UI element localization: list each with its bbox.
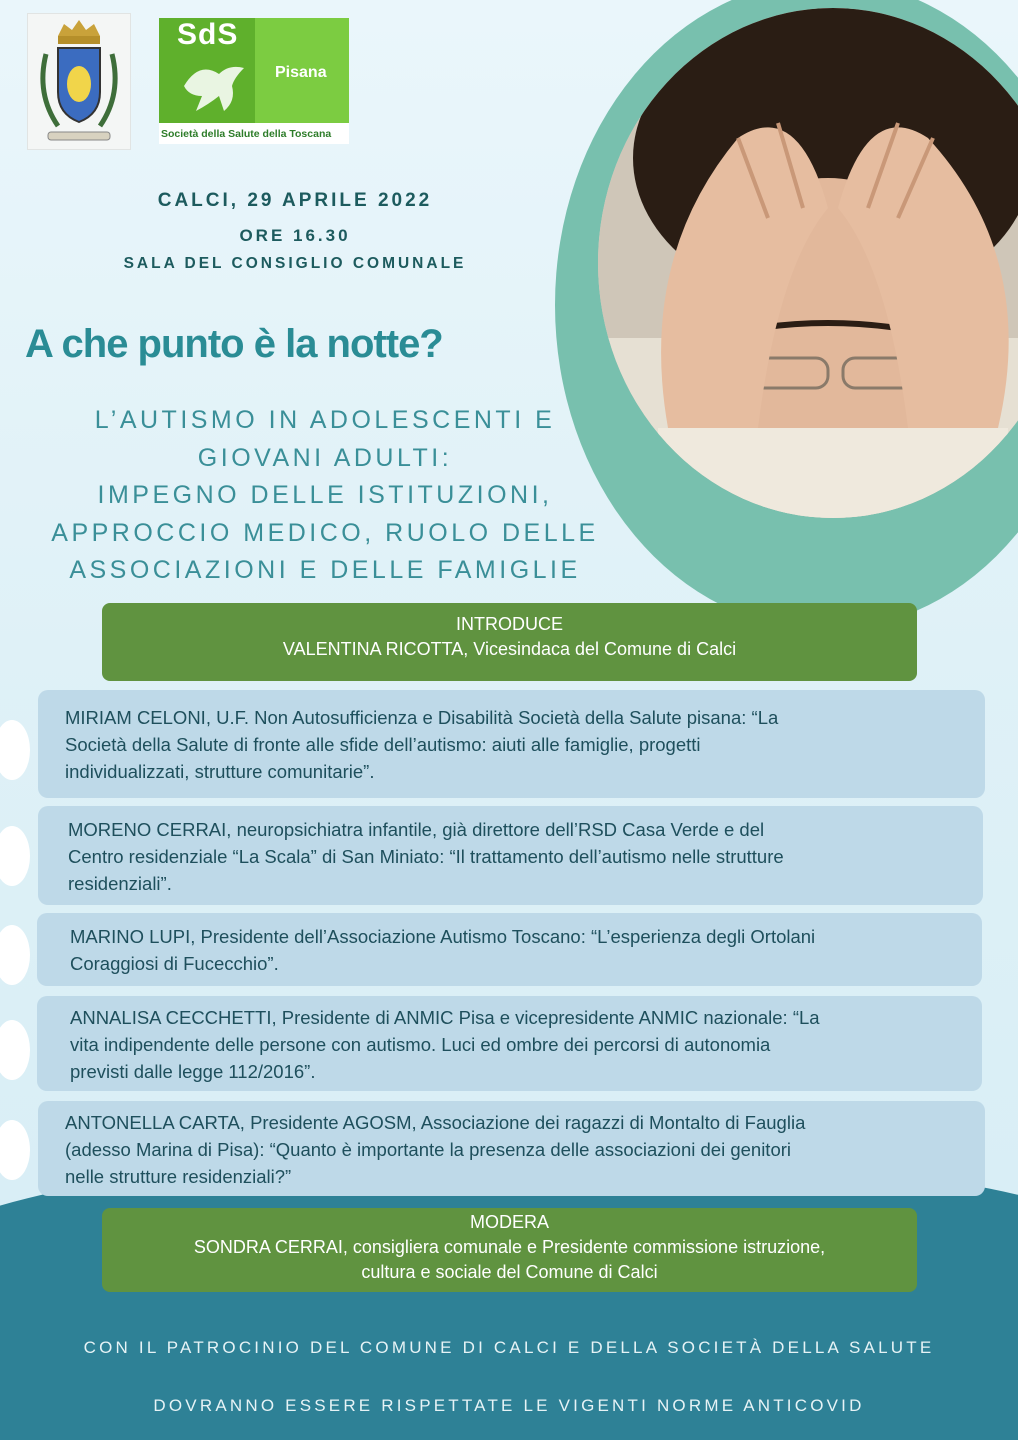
decorative-bubble bbox=[0, 925, 30, 985]
speaker-line: ANTONELLA CARTA, Presidente AGOSM, Associazione dei ragazzi di Montalto di Fauglia bbox=[65, 1112, 806, 1133]
introduce-heading: INTRODUCE bbox=[456, 614, 563, 634]
speaker-line: Società della Salute di fronte alle sfide dell’autismo: aiuti alle famiglie, progetti bbox=[65, 734, 701, 755]
subtitle-line: APPROCCIO MEDICO, RUOLO DELLE bbox=[51, 518, 599, 547]
speaker-line: MARINO LUPI, Presidente dell’Associazione Autismo Toscano: “L’esperienza degli Ortolani bbox=[70, 926, 816, 947]
sds-pisana-logo bbox=[159, 18, 349, 144]
speaker-line: MORENO CERRAI, neuropsichiatra infantile, già direttore dell’RSD Casa Verde e del bbox=[68, 819, 765, 840]
event-place: SALA DEL CONSIGLIO COMUNALE bbox=[123, 255, 467, 272]
sds-logo-pisana: Pisana bbox=[275, 64, 327, 81]
coat-of-arms-icon bbox=[28, 14, 130, 149]
speaker-box-lupi bbox=[37, 913, 982, 986]
pegasus-icon bbox=[174, 56, 254, 116]
subtitle-line: GIOVANI ADULTI: bbox=[197, 443, 453, 472]
modera-box bbox=[102, 1208, 917, 1292]
speaker-line: (adesso Marina di Pisa): “Quanto è importante la presenza delle associazioni dei genitori bbox=[65, 1139, 791, 1160]
speaker-line: residenziali”. bbox=[68, 873, 172, 894]
subtitle-line: L’AUTISMO IN ADOLESCENTI E bbox=[94, 406, 556, 434]
speaker-line: Centro residenziale “La Scala” di San Miniato: “Il trattamento dell’autismo nelle strutture bbox=[68, 846, 784, 867]
modera-heading: MODERA bbox=[469, 1212, 549, 1232]
speaker-box-cerrai bbox=[38, 806, 983, 905]
decorative-bubble bbox=[0, 1020, 30, 1080]
speaker-line: MIRIAM CELONI, U.F. Non Autosufficienza e Disabilità Società della Salute pisana: “La bbox=[65, 707, 779, 728]
speaker-line: previsti dalle legge 112/2016”. bbox=[70, 1061, 316, 1082]
speaker-box-celoni bbox=[38, 690, 985, 798]
subtitle-line: ASSOCIAZIONI E DELLE FAMIGLIE bbox=[69, 556, 581, 584]
modera-text-line: cultura e sociale del Comune di Calci bbox=[361, 1262, 658, 1282]
event-subtitle bbox=[0, 402, 650, 590]
speaker-line: ANNALISA CECCHETTI, Presidente di ANMIC Pisa e vicepresidente ANMIC nazionale: “La bbox=[70, 1007, 820, 1028]
comune-coat-of-arms-logo bbox=[27, 13, 131, 150]
speaker-line: individualizzati, strutture comunitarie”. bbox=[65, 761, 375, 782]
sds-logo-title: SdS bbox=[177, 18, 239, 51]
subtitle-line: IMPEGNO DELLE ISTITUZIONI, bbox=[97, 481, 553, 509]
patronage-text: CON IL PATROCINIO DEL COMUNE DI CALCI E DELLA SOCIETÀ DELLA SALUTE bbox=[83, 1338, 935, 1357]
sds-logo-subtitle: Società della Salute della Toscana bbox=[161, 128, 332, 140]
speaker-line: vita indipendente delle persone con autismo. Luci ed ombre dei percorsi di autonomia bbox=[70, 1034, 771, 1055]
speaker-box-carta bbox=[38, 1101, 985, 1196]
decorative-bubble bbox=[0, 1120, 30, 1180]
speaker-line: Coraggiosi di Fucecchio”. bbox=[70, 953, 279, 974]
introduce-box bbox=[102, 603, 917, 681]
footer-band bbox=[0, 1310, 1018, 1440]
event-date: CALCI, 29 APRILE 2022 bbox=[157, 190, 433, 211]
decorative-bubble bbox=[0, 720, 30, 780]
introduce-text: VALENTINA RICOTTA, Vicesindaca del Comune di Calci bbox=[282, 639, 737, 659]
covid-notice: DOVRANNO ESSERE RISPETTATE LE VIGENTI NORME ANTICOVID bbox=[153, 1396, 865, 1415]
modera-text-line: SONDRA CERRAI, consigliera comunale e Presidente commissione istruzione, bbox=[193, 1237, 826, 1257]
event-time: ORE 16.30 bbox=[239, 226, 351, 245]
speaker-line: nelle strutture residenziali?” bbox=[65, 1166, 292, 1187]
speaker-box-cecchetti bbox=[37, 996, 982, 1091]
event-title: A che punto è la notte? bbox=[25, 322, 443, 366]
decorative-bubble bbox=[0, 826, 30, 886]
